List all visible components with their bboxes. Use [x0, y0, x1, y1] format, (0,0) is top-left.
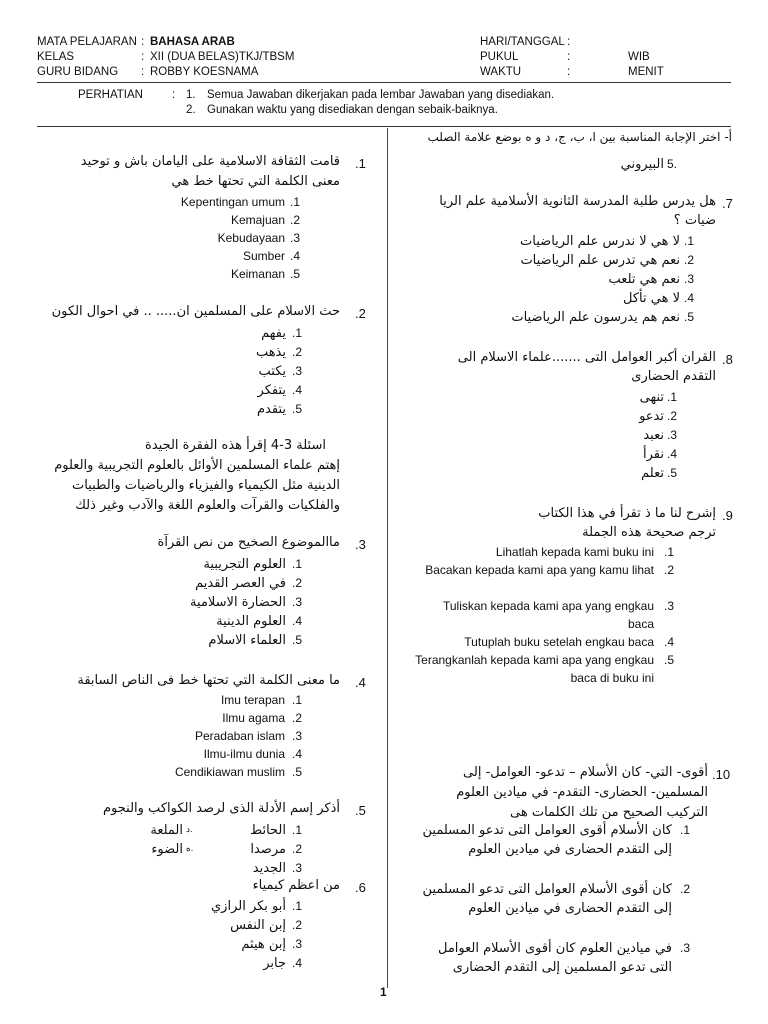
day-label: HARI/TANGGAL	[480, 36, 565, 48]
option-text[interactable]: تنهى	[639, 390, 664, 405]
option-number: .1	[290, 195, 301, 209]
option-number: .5	[292, 402, 303, 416]
column-divider	[387, 128, 388, 988]
option-number: .3	[292, 861, 303, 875]
option-text[interactable]: أبو بكر الرازي	[211, 899, 286, 914]
notice-number: 1.	[186, 89, 196, 101]
colon: :	[141, 66, 145, 78]
question-number: .3	[355, 537, 366, 552]
option-number: د.	[186, 824, 193, 834]
option-number: .5	[290, 267, 301, 281]
question-text: أذكر إسم الأدلة الذى لرصد الكواكب والنجوم	[103, 801, 340, 816]
option-text[interactable]: يفهم	[261, 326, 286, 341]
option-text[interactable]: إبن النفس	[230, 918, 286, 933]
option-number: .4	[667, 447, 678, 461]
option-number: .1	[680, 823, 691, 837]
option-text[interactable]: نعم هي تدرس علم الرياضيات	[520, 253, 680, 268]
question-text: التركيب الصحيح من تلك الكلمات هى	[510, 805, 708, 820]
option-number: .4	[292, 747, 303, 761]
question-text: أقوى- التي- كان الأسلام – تدعو- العوامل- إلى	[463, 765, 708, 780]
option-text[interactable]: لا هي لا ندرس علم الرياضيات	[520, 234, 680, 249]
option-number: .3	[664, 599, 675, 613]
subject-label: MATA PELAJARAN	[37, 36, 137, 48]
passage-line: والفلكيات والقرآت والعلوم اللغة والآدب وغير ذلك	[75, 498, 340, 513]
colon: :	[567, 51, 571, 63]
option-number: .3	[290, 231, 301, 245]
option-text[interactable]: Bacakan kepada kami apa yang kamu lihat	[425, 563, 654, 577]
option-number: .1	[684, 234, 695, 248]
question-text: المسلمين- الحضارى- التقدم- في ميادين العلوم	[456, 785, 708, 800]
option-number: ه.	[186, 843, 194, 853]
option-number: .5	[684, 310, 695, 324]
option-number: .4	[684, 291, 695, 305]
colon: :	[567, 66, 571, 78]
option-text[interactable]: Cendikiawan muslim	[174, 765, 285, 779]
option-number: .1	[664, 545, 675, 559]
option-number: .4	[290, 249, 301, 263]
page-number: 1	[380, 985, 387, 999]
question-number: .1	[355, 156, 366, 171]
option-text[interactable]: مرصدا	[250, 842, 286, 857]
question-number: .9	[722, 508, 733, 523]
option-number: .2	[292, 576, 303, 590]
question-number: .10	[712, 767, 731, 782]
option-number: .3	[667, 428, 678, 442]
question-text: القران أكبر العوامل التى .......علماء الاسلام الى	[457, 350, 716, 365]
notice-item: Semua Jawaban dikerjakan pada lembar Jawaban yang disediakan.	[207, 89, 555, 101]
option-number: .1	[292, 899, 303, 913]
option-number: .1	[292, 326, 303, 340]
option-text[interactable]: العلماء الاسلام	[208, 633, 286, 648]
notice-divider	[37, 126, 731, 127]
question-text: ترجم صحيحة هذه الجملة	[582, 525, 716, 540]
option-text[interactable]: يتفكر	[257, 383, 286, 398]
colon: :	[141, 51, 145, 63]
notice-label: PERHATIAN	[78, 89, 143, 101]
teacher-label: GURU BIDANG	[37, 66, 119, 78]
option-text[interactable]: Kemajuan	[230, 213, 285, 227]
time-label: PUKUL	[480, 51, 519, 63]
option-text[interactable]: نعم هي تلعب	[608, 272, 680, 287]
colon: :	[172, 89, 176, 101]
option-text[interactable]: Keimanan	[230, 267, 285, 281]
question-text: هل يدرس طلبة المدرسة الثانوية الأسلامية علم الريا	[439, 194, 716, 209]
option-text[interactable]: البيروني	[620, 157, 664, 172]
question-text: من اعظم كيمياء	[252, 878, 340, 893]
class-value: XII (DUA BELAS)TKJ/TBSM	[150, 51, 295, 63]
option-number: .2	[684, 253, 695, 267]
option-number: .2	[667, 409, 678, 423]
option-text[interactable]: الملعة	[150, 823, 183, 838]
option-text[interactable]: العلوم التجريبية	[203, 557, 286, 572]
option-text[interactable]: كان أقوى الأسلام العوامل التى تدعو المسلمين إلى التقدم الحضارى في ميادين العلوم	[422, 882, 672, 916]
notice-item: Gunakan waktu yang disediakan dengan sebaik-baiknya.	[207, 104, 498, 116]
option-number: .3	[292, 364, 303, 378]
option-number: .2	[292, 345, 303, 359]
option-text[interactable]: العلوم الدينية	[216, 614, 286, 629]
time-unit: WIB	[628, 51, 650, 63]
question-number: .8	[722, 352, 733, 367]
option-number: .2	[664, 563, 675, 577]
option-text[interactable]: في العصر القديم	[195, 576, 286, 591]
question-text: ما معنى الكلمة التي تحتها خط فى الناص السابقة	[77, 673, 340, 688]
option-number: .5	[667, 466, 678, 480]
option-text[interactable]: نعبد	[643, 428, 664, 443]
option-text[interactable]: نعم هم يدرسون علم الرياضيات	[511, 310, 680, 325]
option-text[interactable]: Lihatlah kepada kami buku ini	[495, 545, 654, 559]
question-text: حث الاسلام على المسلمين ان..... .. في احوال الكون	[51, 304, 340, 319]
option-number: .1	[292, 693, 303, 707]
duration-unit: MENIT	[628, 66, 664, 78]
passage-heading: اسئلة 3-4 إقرأ هذه الفقرة الجيدة	[145, 438, 326, 453]
question-text: التقدم الحضارى	[631, 369, 716, 384]
option-number: .4	[292, 383, 303, 397]
question-number: .4	[355, 675, 366, 690]
option-text[interactable]: Kebudayaan	[217, 231, 285, 245]
duration-label: WAKTU	[480, 66, 522, 78]
option-number: .5	[292, 765, 303, 779]
option-number: .4	[292, 956, 303, 970]
option-number: .5	[292, 633, 303, 647]
option-number: .2	[680, 882, 691, 896]
option-text[interactable]: تدعو	[639, 409, 664, 424]
option-text[interactable]: كان الأسلام أقوى العوامل التى تدعو المسلمين إلى التقدم الحضارى في ميادين العلوم	[422, 823, 672, 857]
option-text[interactable]: Tuliskan kepada kami apa yang engkau baca	[442, 599, 654, 631]
option-text[interactable]: Tutuplah buku setelah engkau baca	[464, 635, 654, 649]
question-text: إشرح لنا ما ذ تقرأ في هذا الكتاب	[538, 506, 716, 521]
option-text[interactable]: الضوء	[151, 842, 183, 857]
option-text[interactable]: الحضارة الاسلامية	[190, 595, 286, 610]
option-number: .1	[292, 823, 303, 837]
option-number: .5	[664, 653, 675, 667]
option-number: .3	[684, 272, 695, 286]
question-number: .7	[722, 196, 733, 211]
question-text: معنى الكلمة التي تحتها خط هي	[171, 174, 340, 189]
passage-line: الدينية مثل الكيمياء والفيزياء والرياضيات والطبيات	[72, 478, 340, 493]
option-number: .1	[667, 390, 678, 404]
option-text[interactable]: يذهب	[255, 345, 286, 360]
class-label: KELAS	[37, 51, 75, 63]
instruction: أ- اختر الإجابة المناسبة بين ا، ب، ج، د و ه بوضع علامة الصلب	[427, 130, 732, 144]
option-text[interactable]: Ilmu agama	[222, 711, 285, 725]
option-number: .2	[292, 842, 303, 856]
subject-value: BAHASA ARAB	[150, 36, 235, 48]
question-text: ضيات ؟	[673, 213, 716, 228]
option-text[interactable]: الجديد	[252, 861, 286, 876]
notice-number: 2.	[186, 104, 196, 116]
passage-line: إهتم علماء المسلمين الأوائل بالعلوم التجريبية والعلوم	[54, 458, 340, 473]
option-text[interactable]: جابر	[263, 956, 286, 971]
question-number: .6	[355, 880, 366, 895]
option-text[interactable]: الحائط	[250, 823, 286, 838]
option-text[interactable]: تعلم	[641, 466, 664, 481]
option-number: .3	[680, 941, 691, 955]
colon: :	[141, 36, 145, 48]
option-text[interactable]: يكتب	[258, 364, 286, 379]
question-number: .2	[355, 306, 366, 321]
header-divider	[37, 82, 731, 83]
option-text[interactable]: Peradaban islam	[194, 729, 285, 743]
option-number: 5.	[667, 157, 678, 171]
option-number: .1	[292, 557, 303, 571]
option-number: .2	[292, 711, 303, 725]
option-text[interactable]: Terangkanlah kepada kami apa yang engkau baca di buku ini	[415, 653, 654, 685]
option-text[interactable]: في ميادين العلوم كان أقوى الأسلام العوامل التى تدعو المسلمين إلى التقدم الحضارى	[437, 941, 672, 975]
option-text[interactable]: Sumber	[242, 249, 285, 263]
option-text[interactable]: Kepentingan umum	[180, 195, 285, 209]
option-text[interactable]: Imu terapan	[220, 693, 285, 707]
option-text[interactable]: نقرأ	[643, 447, 664, 462]
option-text[interactable]: Ilmu-ilmu dunia	[203, 747, 285, 761]
option-number: .4	[664, 635, 675, 649]
option-number: .3	[292, 937, 303, 951]
option-number: .3	[292, 729, 303, 743]
option-text[interactable]: إبن هيثم	[241, 937, 286, 952]
option-number: .2	[292, 918, 303, 932]
option-number: .4	[292, 614, 303, 628]
option-text[interactable]: لا هي تأكل	[623, 291, 680, 306]
question-text: ماالموضوع الصخيح من نص القرآة	[157, 535, 340, 550]
colon: :	[567, 36, 571, 48]
question-number: .5	[355, 803, 366, 818]
teacher-value: ROBBY KOESNAMA	[150, 66, 259, 78]
option-number: .2	[290, 213, 301, 227]
option-text[interactable]: يتقدم	[257, 402, 286, 417]
question-text: قامت الثقافة الاسلامية على اليامان باش و توحيد	[80, 154, 340, 169]
option-number: .3	[292, 595, 303, 609]
